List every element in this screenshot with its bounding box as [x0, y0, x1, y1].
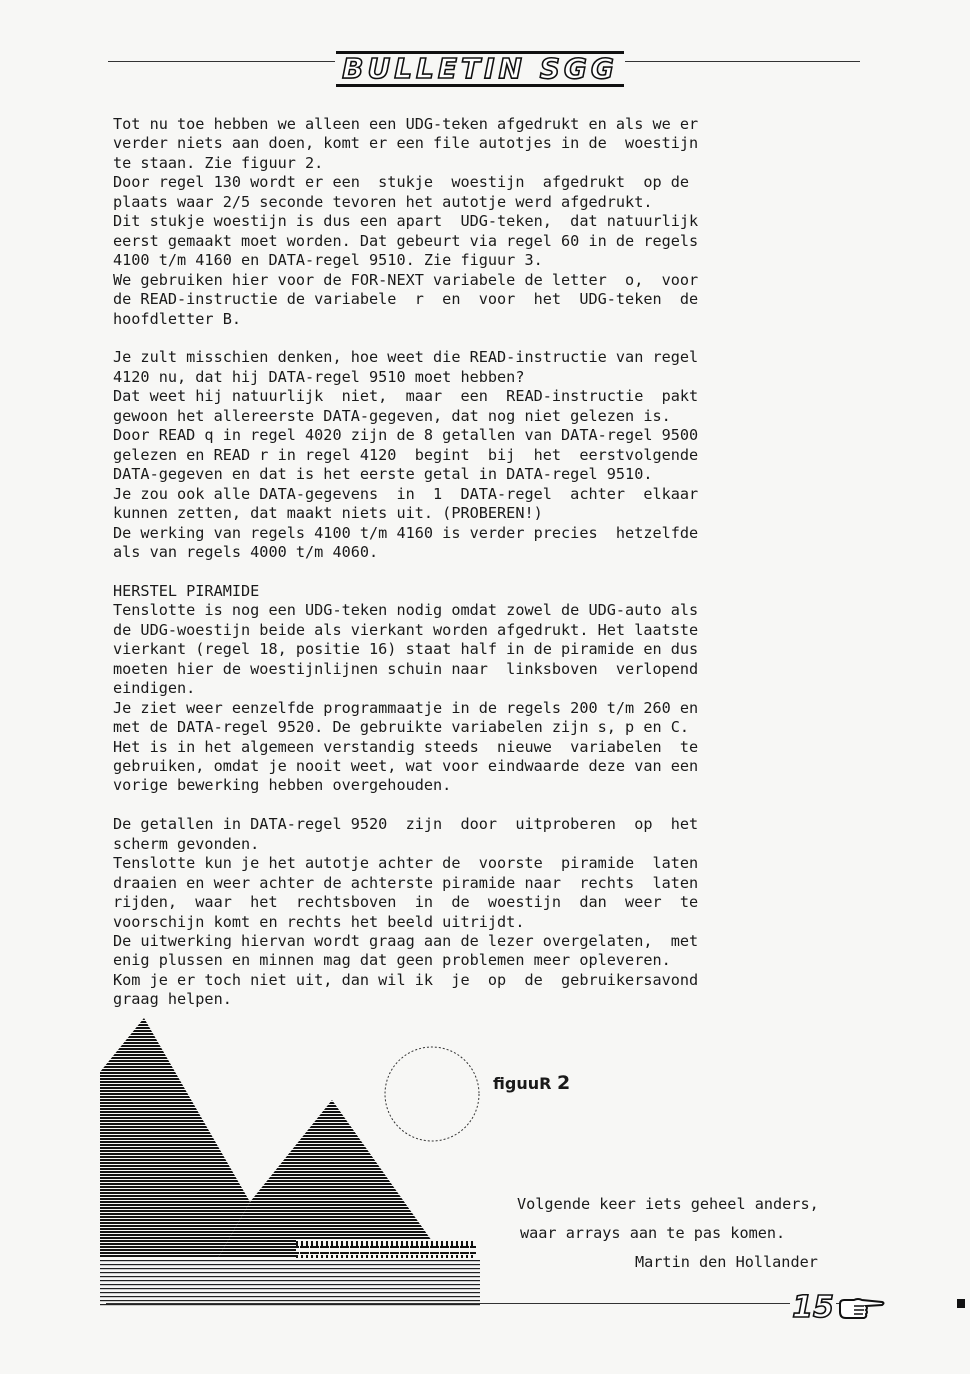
figure-caption-label: figuuR [493, 1074, 552, 1093]
front-pyramid [218, 1100, 444, 1258]
masthead-title: BULLETIN SGG [336, 51, 624, 87]
closing-line-1: Volgende keer iets geheel anders, [517, 1195, 819, 1213]
masthead-logo [335, 50, 625, 88]
figure-2-illustration [100, 1012, 480, 1308]
author-name: Martin den Hollander [635, 1253, 818, 1271]
back-pyramid [100, 1018, 250, 1258]
figure-caption-number: 2 [557, 1072, 571, 1094]
pointing-hand-icon [838, 1296, 886, 1322]
bottom-rule [106, 1303, 868, 1304]
page-edge-mark [957, 1299, 965, 1308]
page-number: 15 [790, 1288, 836, 1328]
car-row [296, 1240, 476, 1258]
closing-line-2: waar arrays aan te pas komen. [520, 1224, 786, 1242]
closing-note [517, 1190, 917, 1277]
article-body: Tot nu toe hebben we alleen een UDG-teken afgedrukt en als we er verder niets aan doen, komt er een file autotjes in de woestijn te staan. Zie figuur 2. Door regel 130 wordt er een stukje woestijn afgedrukt op de plaats waar 2/5 seconde tevoren het autotje werd afgedrukt. Dit stukje woestijn is dus een apart UDG-teken, dat natuurlijk eerst gemaakt moet worden. Dat gebeurt via regel 60 in de regels 4100 t/m 4160 en DATA-regel 9510. Zie figuur 3. We gebruiken hier voor de FOR-NEXT variabele de letter o, voor de READ-instructie de variabele r en voor het UDG-teken de hoofdletter B. Je zult misschien denken, hoe weet die READ-instructie van regel 4120 nu, dat hij DATA-regel 9510 moet hebben? Dat weet hij natuurlijk niet, maar een READ-instructie pakt gewoon het allereerste DATA-gegeven, dat nog niet gelezen is. Door READ q in regel 4020 zijn de 8 getallen van DATA-regel 9500 gelezen en READ r in regel 4120 begint bij het eerstvolgende DATA-gegeven en dat is het eerste getal in DATA-regel 9510. Je zou ook alle DATA-gegevens in 1 DATA-regel achter elkaar kunnen zetten, dat maakt niets uit. (PROBEREN!) De werking van regels 4100 t/m 4160 is verder precies hetzelfde als van regels 4000 t/m 4060. HERSTEL PIRAMIDE Tenslotte is nog een UDG-teken nodig omdat zowel de UDG-auto als de UDG-woestijn beide als vierkant worden afgedrukt. Het laatste vierkant (regel 18, positie 16) staat half in de piramide en dus moeten hier de woestijnlijnen schuin naar linksboven verlopend eindigen. Je ziet weer eenzelfde programmaatje in de regels 200 t/m 260 en met de DATA-regel 9520. De gebruikte variabelen zijn s, p en C. Het is in het algemeen verstandig steeds nieuwe variabelen te gebruiken, omdat je nooit weet, wat voor eindwaarde deze van een vorige bewerking hebben overgehouden. De getallen in DATA-regel 9520 zijn door uitproberen op het scherm gevonden. Tenslotte kun je het autotje achter de voorste piramide laten draaien en weer achter de achterste piramide naar rechts laten rijden, waar het rechtsboven in de woestijn dan weer te voorschijn komt en rechts het beeld uitrijdt. De uitwerking hiervan wordt graag aan de lezer overgelaten, met enig plussen en minnen mag dat geen problemen meer opleveren. Kom je er toch niet uit, dan wil ik je op de gebruikersavond graag helpen. [113, 115, 699, 1009]
desert-lines [100, 1258, 480, 1306]
dotted-circle [385, 1047, 479, 1141]
figure-caption [493, 1072, 570, 1094]
